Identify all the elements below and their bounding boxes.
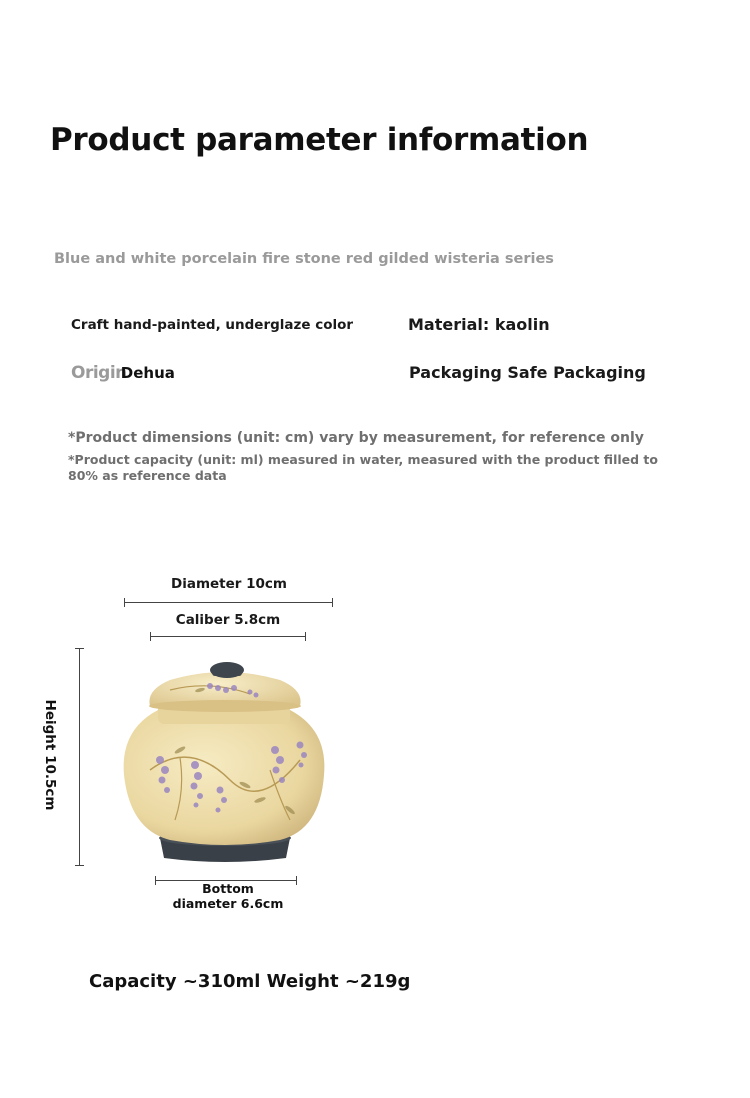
page-title: Product parameter information xyxy=(50,122,589,158)
param-packaging: Packaging Safe Packaging xyxy=(409,363,646,382)
note-capacity: *Product capacity (unit: ml) measured in water, measured with the product filled to 80% as reference data xyxy=(68,452,658,483)
note-dimensions: *Product dimensions (unit: cm) vary by measurement, for reference only xyxy=(68,430,644,446)
series-name: Blue and white porcelain fire stone red gilded wisteria series xyxy=(54,251,554,267)
caliber-line xyxy=(150,636,306,637)
diameter-label: Diameter 10cm xyxy=(171,576,287,592)
bottom-diameter-label-line2: diameter 6.6cm xyxy=(172,896,284,911)
param-origin xyxy=(71,363,175,383)
bottom-diameter-label-line1: Bottom xyxy=(202,881,254,896)
height-label: Height 10.5cm xyxy=(42,699,58,811)
capacity-weight: Capacity ~310ml Weight ~219g xyxy=(89,971,411,992)
param-material: Material: kaolin xyxy=(408,315,550,334)
height-line xyxy=(79,648,80,866)
diameter-line xyxy=(124,602,333,603)
param-craft: Craft hand-painted, underglaze color xyxy=(71,317,354,333)
param-origin-value: Dehua xyxy=(120,364,175,382)
tea-jar-image xyxy=(110,650,340,870)
bottom-diameter-label xyxy=(158,881,298,911)
param-origin-label: Origin xyxy=(71,363,127,383)
caliber-label: Caliber 5.8cm xyxy=(175,612,281,628)
